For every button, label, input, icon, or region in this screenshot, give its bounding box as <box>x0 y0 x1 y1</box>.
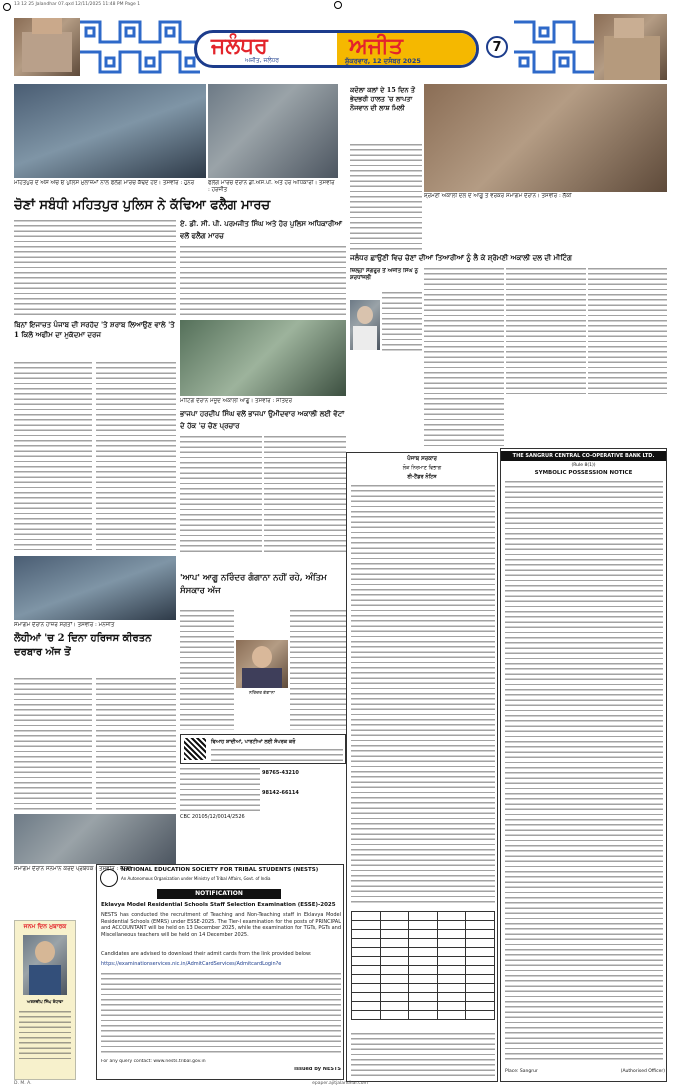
flag-march-caption-2: ਫਲੈਗ ਮਾਰਚ ਦੌਰਾਨ ਡੀ.ਐਸ.ਪੀ. ਅਤੇ ਹੋਰ ਅਧਿਕਾਰੀ। ਤਸਵੀਰ : ਹਰਜੀਤ <box>208 180 335 193</box>
right-top-headline: ਕਦੋਲਾ ਕਲਾਂ ਦੇ 15 ਦਿਨ ਤੋਂ ਭੇਦਭਰੀ ਹਾਲਤ 'ਚ ਲਾਪਤਾ ਨੌਜਵਾਨ ਦੀ ਲਾਸ਼ ਮਿਲੀ <box>350 86 415 112</box>
birthday-photo <box>23 935 67 995</box>
qr-code-icon <box>184 738 206 760</box>
masthead-band <box>14 12 667 82</box>
profile-body <box>382 292 422 352</box>
tender-notice <box>346 452 498 1082</box>
masthead-subtitle: ਅਜੀਤ, ਜਲੰਧਰ <box>245 57 280 64</box>
nests-ad <box>96 864 344 1080</box>
lower-left-photo <box>14 814 176 864</box>
aap-body-1 <box>180 610 234 730</box>
small-ad-body <box>211 749 343 761</box>
mid-center-body-2 <box>264 436 346 552</box>
flag-march-photo-1 <box>14 84 206 178</box>
akali-col-3 <box>588 268 667 398</box>
page-number: 7 <box>486 36 508 58</box>
registration-mark-icon <box>334 1 342 9</box>
footer-left: D. M. A. <box>14 1081 32 1086</box>
tender-title: ਪੰਜਾਬ ਸਰਕਾਰ <box>407 456 437 462</box>
nests-link[interactable]: https://examinationservices.nic.in/AdmitCardServices/AdmitcardLogin?e <box>101 961 282 967</box>
mid-left-headline: ਬਿਨਾਂ ਇਜਾਜ਼ਤ ਪੰਜਾਬ ਦੀ ਸਰਹੱਦ 'ਤੇ ਸ਼ਰਾਬ ਲਿਆਉਣ ਵਾਲੇ 'ਤੇ 1 ਕਿਲੋ ਅਫੀਮ ਦਾ ਮੁਕੱਦਮਾ ਦਰਜ <box>14 320 175 339</box>
classified-block <box>180 768 260 812</box>
bank-rule: (Rule 8(1)) <box>571 463 596 468</box>
nests-org: NATIONAL EDUCATION SOCIETY FOR TRIBAL STUDENTS (NESTS) <box>121 867 319 873</box>
tender-body <box>351 485 495 905</box>
classified-phone-2: 98142-66114 <box>262 790 299 796</box>
masthead-title-box <box>194 30 479 68</box>
birthday-box <box>14 920 76 1080</box>
nests-emblem-icon <box>100 869 118 887</box>
tender-footer <box>351 1033 495 1077</box>
aap-body-2 <box>290 610 346 730</box>
lohian-body-2 <box>96 678 176 810</box>
right-top-body <box>350 144 422 252</box>
ornament-left-icon <box>80 12 200 82</box>
bank-authorised-officer: (Authorised Officer) <box>620 1069 665 1074</box>
davp-code: CBC 20105/12/0014/2526 <box>180 814 245 820</box>
bank-notice <box>500 448 667 1082</box>
mid-center-photo <box>180 320 346 396</box>
birthday-body <box>19 1011 71 1061</box>
mid-center-body-1 <box>180 436 262 552</box>
profile-photo <box>350 300 380 350</box>
mid-left-body-1 <box>14 362 92 550</box>
bank-name: THE SANGRUR CENTRAL CO-OPERATIVE BANK LTD. <box>501 451 666 461</box>
bank-notice-title: SYMBOLIC POSSESSION NOTICE <box>534 470 633 476</box>
lohian-photo <box>14 556 176 620</box>
nests-contact: For any query contact: www.nests.tribal.gov.in <box>101 1059 206 1064</box>
masthead-title-right: ਅਜੀਤ <box>349 34 403 59</box>
akali-meeting-photo <box>424 84 667 192</box>
nests-body-2: Candidates are advised to download their admit cards from the link provided below: <box>101 951 312 957</box>
profile-headline: ਜ਼ਿਲ੍ਹਾ ਸੰਗਰੂਰ ਤੋਂ ਅਜੀਤ ਸਿੰਘ ਨੂੰ ਸ਼ਰਧਾਂਜਲੀ <box>350 268 419 281</box>
masthead-photo-right <box>594 14 667 80</box>
mid-center-caption: ਮੀਟਿੰਗ ਦੌਰਾਨ ਮੌਜੂਦ ਅਕਾਲੀ ਆਗੂ। ਤਸਵੀਰ : ਸਤਿੰਦਰ <box>180 398 293 404</box>
birthday-title: ਜਨਮ ਦਿਨ ਮੁਬਾਰਕ <box>23 923 67 930</box>
small-ad <box>180 734 346 764</box>
print-slug: 13 12 25 Jalandhar 07.qxd 12/11/2025 11:48 PM Page 1 <box>14 2 141 7</box>
birthday-name: ਅਰਸ਼ਦੀਪ ਸਿੰਘ ਰੰਧਾਵਾ <box>26 999 64 1004</box>
masthead-photo-left <box>14 18 80 76</box>
lohian-body-1 <box>14 678 92 810</box>
akali-photo-caption: ਸ਼੍ਰੋਮਣੀ ਅਕਾਲੀ ਦਲ ਦੇ ਆਗੂ ਤੇ ਵਰਕਰ ਸਮਾਗਮ ਦੌਰਾਨ। ਤਸਵੀਰ : ਲੱਕੀ <box>424 193 572 199</box>
lohian-caption: ਸਮਾਗਮ ਦੌਰਾਨ ਹਾਜ਼ਰ ਸੰਗਤਾਂ। ਤਸਵੀਰ : ਮਨਜੀਤ <box>14 622 115 628</box>
tender-label: ਈ-ਟੈਂਡਰ ਨੋਟਿਸ <box>407 474 437 480</box>
masthead-title-left: ਜਲੰਧਰ <box>211 34 268 59</box>
bank-place: Place: Sangrur <box>505 1069 538 1074</box>
dsp-story-body <box>180 246 346 316</box>
lohian-headline: ਲੋਹੀਆਂ 'ਚ 2 ਦਿਨਾ ਹਰਿਜਸ ਕੀਰਤਨ ਦਰਬਾਰ ਅੱਜ ਤੋਂ <box>14 633 152 658</box>
footer-center: epaper.ajitjalandhar.com <box>312 1081 368 1086</box>
mid-center-headline: ਭਾਜਪਾ ਹਰਦੀਪ ਸਿੰਘ ਵਲੋਂ ਭਾਜਪਾ ਉਮੀਦਵਾਰ ਅਕਾਲੀ ਲਈ ਵੋਟਾਂ ਦੇ ਹੱਕ 'ਚ ਚੋਣ ਪ੍ਰਚਾਰ <box>180 409 345 430</box>
dsp-headline: ਏ. ਡੀ. ਸੀ. ਪੀ. ਪਰਮਜੀਤ ਸਿੰਘ ਅਤੇ ਹੋਰ ਪੁਲਿਸ ਅਧਿਕਾਰੀਆਂ ਵਲੋਂ ਫਲੈਗ ਮਾਰਚ <box>180 219 342 240</box>
bank-notice-body <box>505 481 663 1061</box>
nests-notification-label: NOTIFICATION <box>157 889 281 899</box>
tender-subtitle: ਲੋਕ ਨਿਰਮਾਣ ਵਿਭਾਗ <box>402 465 442 471</box>
nests-extra-body <box>101 973 341 1053</box>
nests-sub: An Autonomous Organization under Ministry of Tribal Affairs, Govt. of India <box>121 876 271 881</box>
aap-photo-label: ਨਰਿੰਦਰ ਗੰਗਾਨਾ <box>249 691 275 696</box>
color-bar <box>560 1081 670 1088</box>
nests-issued: Issued by NESTS <box>294 1067 341 1072</box>
small-ad-text: ਵਿਆਹ ਸ਼ਾਦੀਆਂ, ਪਾਰਟੀਆਂ ਲਈ ਸੰਪਰਕ ਕਰੋ <box>211 739 296 745</box>
main-headline: ਚੋਣਾਂ ਸਬੰਧੀ ਮਹਿਤਪੁਰ ਪੁਲਿਸ ਨੇ ਕੱਢਿਆ ਫਲੈਗ ਮਾਰਚ <box>14 198 271 213</box>
tender-table <box>351 911 495 1020</box>
akali-col-1 <box>424 268 504 448</box>
nests-headline: Eklavya Model Residential Schools Staff Selection Examination (ESSE)-2025 <box>101 902 336 908</box>
flag-march-photo-2 <box>208 84 338 178</box>
akali-col-2 <box>506 268 586 398</box>
akali-headline: ਜਲੰਧਰ ਛਾਉਣੀ ਵਿਚ ਚੋਣਾਂ ਦੀਆਂ ਤਿਆਰੀਆਂ ਨੂੰ ਲੈ ਕੇ ਸ਼੍ਰੋਮਣੀ ਅਕਾਲੀ ਦਲ ਦੀ ਮੀਟਿੰਗ <box>350 253 572 262</box>
nests-body: NESTS has conducted the recruitment of Teaching and Non-Teaching staff in Eklavya Model Residential Schools (EMRS) under ESSE-2025. The Tier-I examination for the posts of PRINCIPAL and ACCOUNTANT will be held on 13 December 2025, while the examination for TGTs, PGTs and Miscellaneous teachers will be held on 14 December 2025. <box>101 912 341 938</box>
ornament-right-icon <box>514 12 594 82</box>
main-story-body <box>14 220 176 316</box>
mid-left-body-2 <box>96 362 176 550</box>
aap-headline: 'ਆਪ' ਆਗੂ ਨਰਿੰਦਰ ਗੰਗਾਨਾ ਨਹੀਂ ਰਹੇ, ਅੰਤਿਮ ਸੰਸਕਾਰ ਅੱਜ <box>180 573 327 596</box>
aap-leader-photo <box>236 640 288 688</box>
flag-march-caption: ਮਹਿਤਪੁਰ ਦੇ ਐਸ ਐਚ ਓ ਪੁਲਿਸ ਮੁਲਾਜ਼ਮਾਂ ਨਾਲ ਫਲੈਗ ਮਾਰਚ ਕੱਢਦੇ ਹੋਏ। ਤਸਵੀਰ : ਹੁਨਰ <box>14 180 195 186</box>
masthead-date: ਸ਼ੁੱਕਰਵਾਰ, 12 ਦਸੰਬਰ 2025 <box>345 57 421 65</box>
lower-left-caption: ਸਮਾਗਮ ਦੌਰਾਨ ਸਨਮਾਨ ਕਰਦੇ ਪ੍ਰਬੰਧਕ। ਤਸਵੀਰ : ਜੱਸਲ <box>14 866 131 872</box>
classified-phone-1: 98765-43210 <box>262 770 299 776</box>
registration-mark-icon <box>3 3 11 11</box>
